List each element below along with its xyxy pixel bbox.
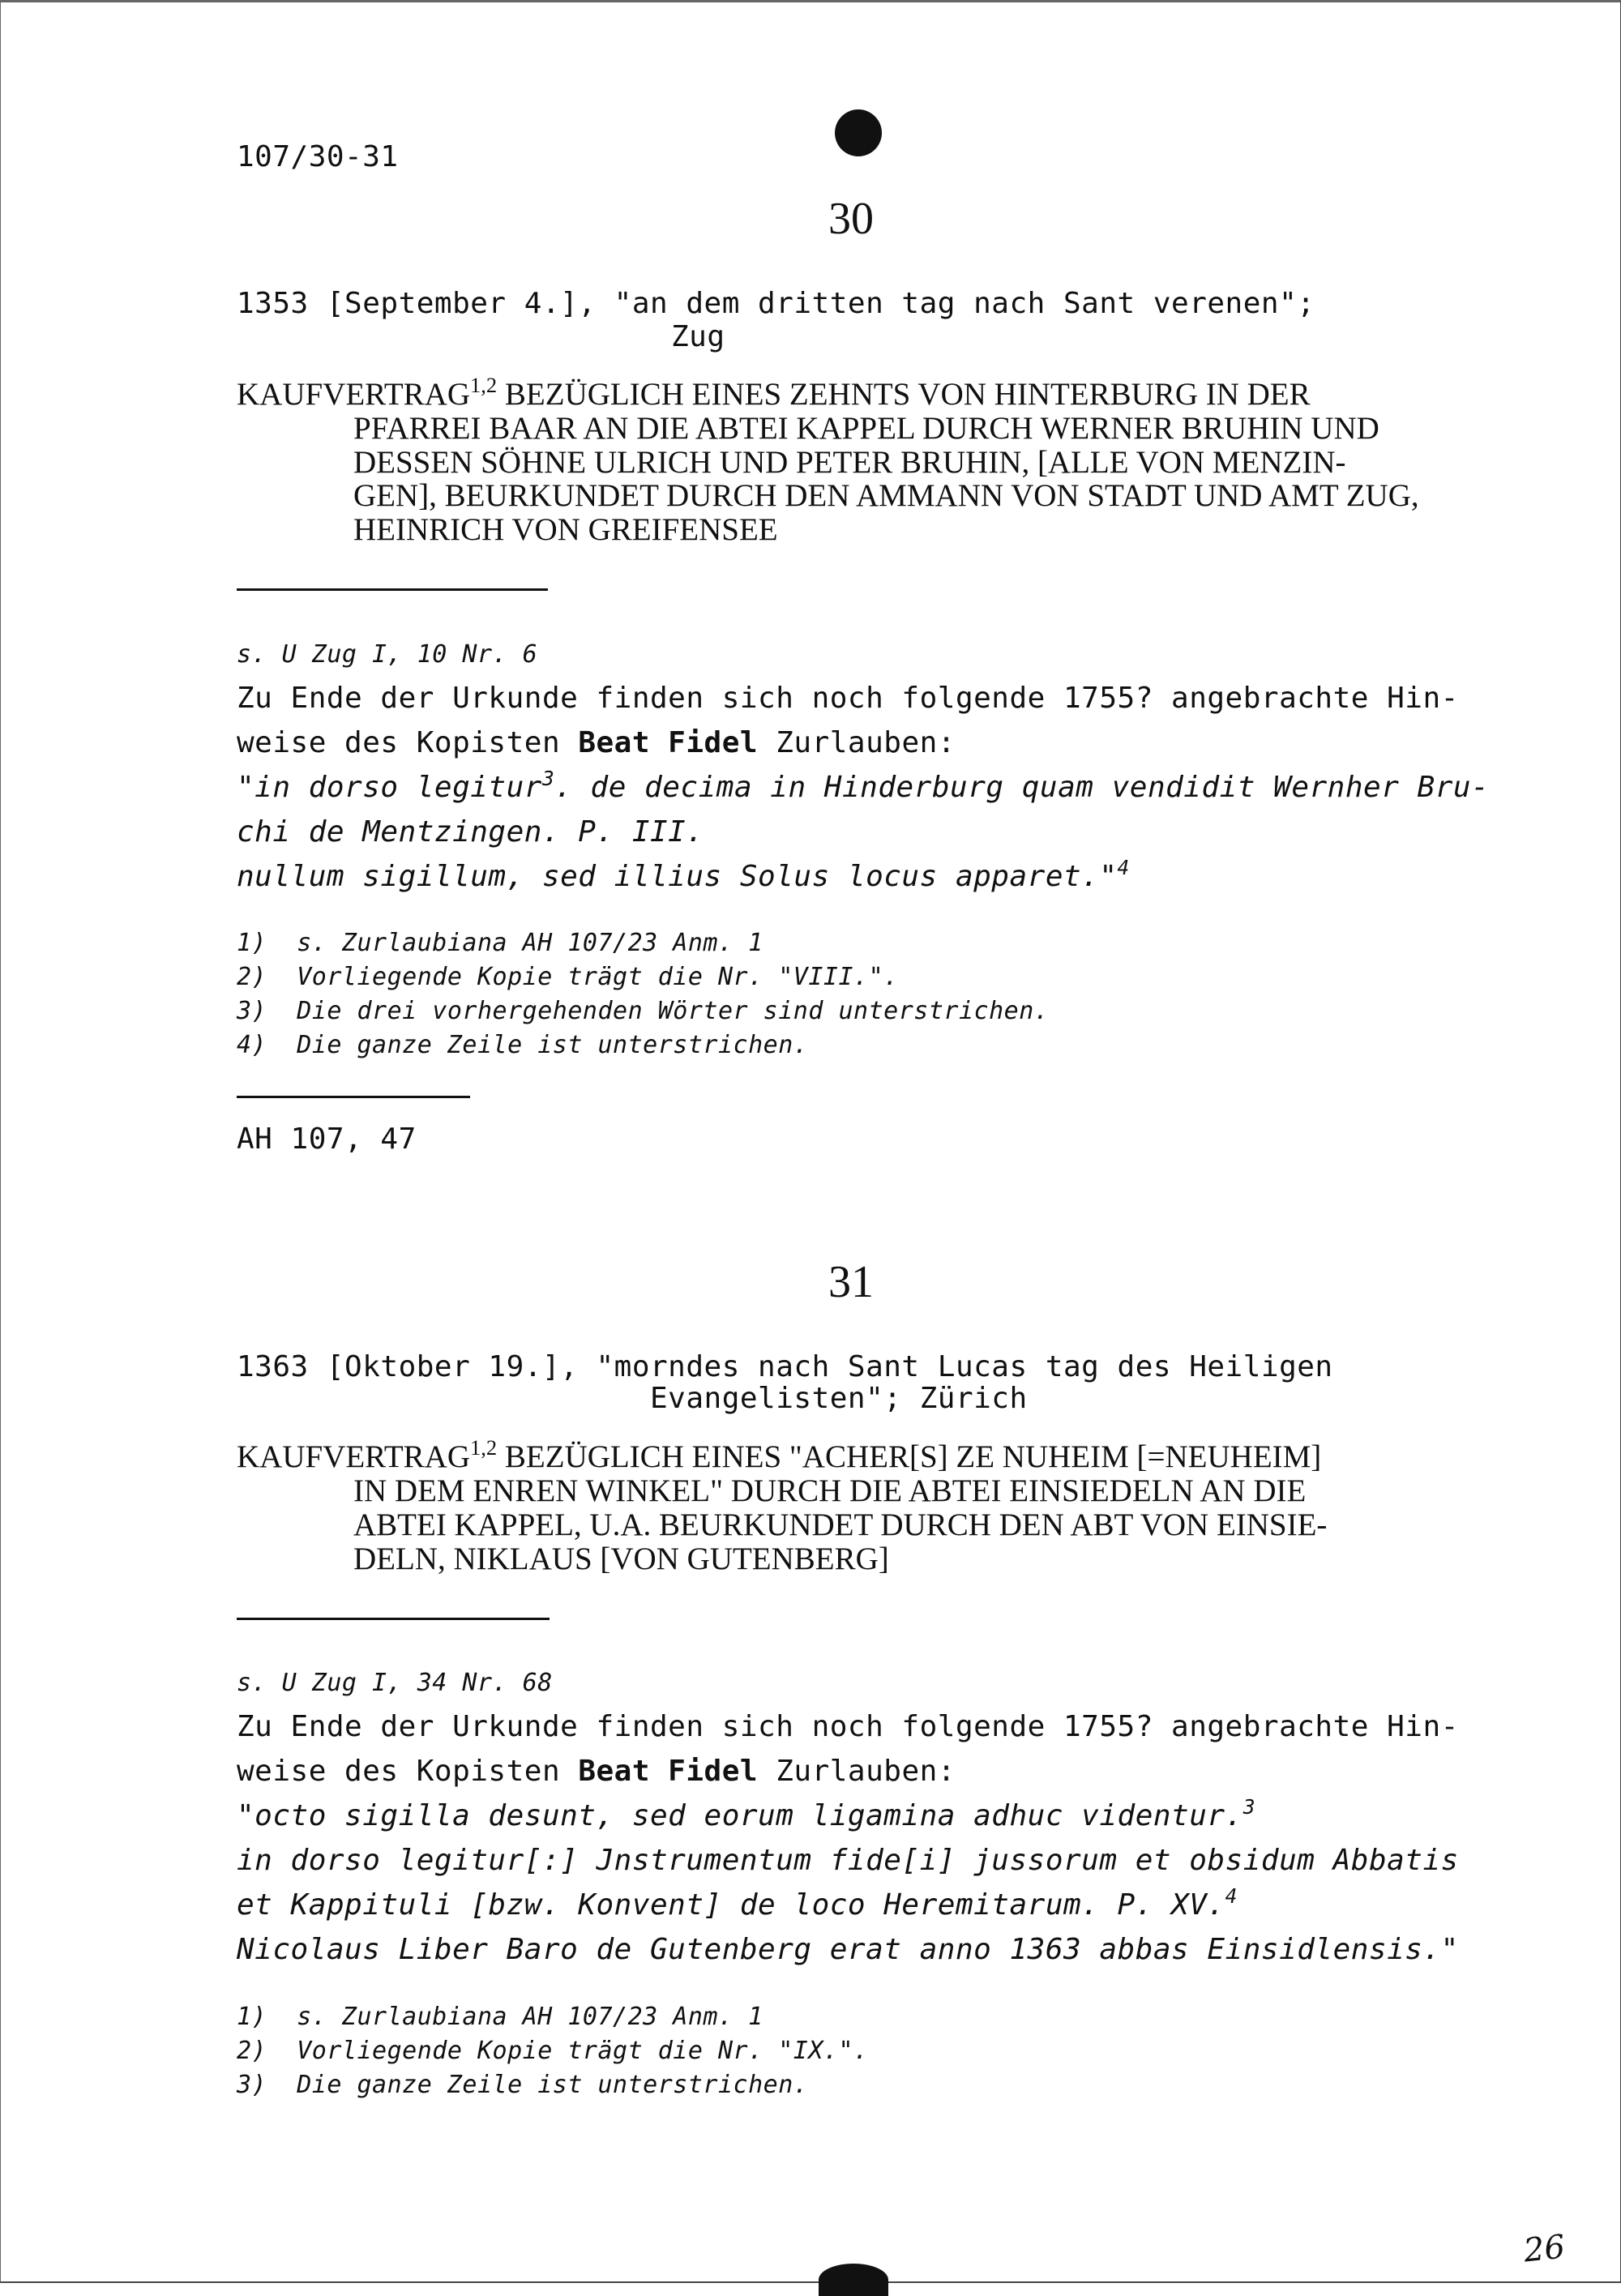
- doc31-subject-line-2: IN DEM ENREN WINKEL" DURCH DIE ABTEI EINSIEDELN AN DIE: [353, 1473, 1307, 1508]
- doc30-quote-footnote-ref-4: 4: [1117, 855, 1130, 879]
- doc30-footnote-2: 2) Vorliegende Kopie trägt die Nr. "VIII.".: [237, 963, 899, 991]
- doc31-date-line-1: 1363 [Oktober 19.], "morndes nach Sant Lucas tag des Heiligen: [237, 1350, 1333, 1383]
- doc30-date-line-1: 1353 [September 4.], "an dem dritten tag nach Sant verenen";: [237, 287, 1315, 320]
- doc31-note-text-c: Zurlauben:: [758, 1755, 956, 1788]
- doc30-subject-line-3: DESSEN SÖHNE ULRICH UND PETER BRUHIN, [ALLE VON MENZIN-: [353, 445, 1346, 480]
- doc30-footnote-3: 3) Die drei vorhergehenden Wörter sind unterstrichen.: [237, 997, 1050, 1025]
- doc30-subject-line-2: PFARREI BAAR AN DIE ABTEI KAPPEL DURCH WERNER BRUHIN UND: [353, 411, 1379, 446]
- doc30-footnote-end-rule: [237, 1096, 470, 1098]
- doc31-note-line-1: Zu Ende der Urkunde finden sich noch folgende 1755? angebrachte Hin-: [237, 1710, 1459, 1743]
- doc30-note-line-2: [237, 727, 956, 759]
- doc31-subject-footnote-ref: 1,2: [470, 1434, 498, 1460]
- doc30-source: s. U Zug I, 10 Nr. 6: [237, 640, 538, 669]
- doc31-separator-rule: [237, 1618, 550, 1620]
- doc30-archive-reference: AH 107, 47: [237, 1122, 417, 1156]
- doc30-quote-text-1b: . de decima in Hinderburg quam vendidit Wernher Bru-: [554, 771, 1490, 804]
- doc31-source: s. U Zug I, 34 Nr. 68: [237, 1669, 553, 1697]
- doc30-separator-rule: [237, 588, 548, 591]
- doc30-footnote-4: 4) Die ganze Zeile ist unterstrichen.: [237, 1031, 809, 1059]
- handwritten-page-number: 26: [1521, 2228, 1568, 2270]
- doc31-copyist-name: Beat Fidel: [578, 1755, 759, 1788]
- doc31-date-line-2: Evangelisten"; Zürich: [650, 1382, 1028, 1415]
- doc30-quote-line-1: [237, 766, 1490, 804]
- doc30-quote-text-3a: nullum sigillum, sed illius Solus locus apparet.": [237, 860, 1118, 893]
- doc31-quote-footnote-ref-4: 4: [1225, 1883, 1238, 1908]
- doc31-quote-line-2: in dorso legitur[:] Jnstrumentum fide[i] jussorum et obsidum Abbatis: [237, 1844, 1459, 1877]
- document-number-31: 31: [828, 1257, 874, 1307]
- doc30-subject-line-5: HEINRICH VON GREIFENSEE: [353, 512, 778, 547]
- doc31-subject-head: KAUFVERTRAG: [237, 1439, 471, 1474]
- doc31-subject-line-4: DELN, NIKLAUS [VON GUTENBERG]: [353, 1541, 889, 1576]
- doc31-note-text-a: weise des Kopisten: [237, 1755, 579, 1788]
- doc30-quote-footnote-ref-3: 3: [541, 766, 555, 790]
- doc31-quote-text-3a: et Kappituli [bzw. Konvent] de loco Heremitarum. P. XV.: [237, 1888, 1225, 1922]
- page-reference: 107/30-31: [237, 140, 399, 173]
- doc31-quote-text-1a: "octo sigilla desunt, sed eorum ligamina adhuc videntur.: [237, 1799, 1243, 1832]
- doc31-quote-line-1: [237, 1794, 1255, 1832]
- doc30-footnote-1: 1) s. Zurlaubiana AH 107/23 Anm. 1: [237, 929, 763, 957]
- doc30-copyist-name: Beat Fidel: [578, 726, 759, 759]
- punch-hole-bottom: [819, 2264, 888, 2296]
- doc30-date-line-2: Zug: [671, 320, 725, 353]
- doc31-quote-footnote-ref-3: 3: [1242, 1794, 1255, 1819]
- doc30-quote-line-3: [237, 855, 1130, 893]
- doc31-footnote-2: 2) Vorliegende Kopie trägt die Nr. "IX.".: [237, 2037, 869, 2065]
- doc31-subject-text-1: BEZÜGLICH EINES "ACHER[S] ZE NUHEIM [=NEUHEIM]: [497, 1439, 1322, 1474]
- doc31-quote-line-4: Nicolaus Liber Baro de Gutenberg erat anno 1363 abbas Einsidlensis.": [237, 1933, 1459, 1966]
- doc31-quote-line-3: [237, 1883, 1238, 1922]
- doc30-note-text-a: weise des Kopisten: [237, 726, 579, 759]
- doc30-quote-line-2: chi de Mentzingen. P. III.: [237, 815, 704, 849]
- doc30-subject-text-1: BEZÜGLICH EINES ZEHNTS VON HINTERBURG IN DER: [497, 377, 1311, 412]
- document-number-30: 30: [828, 194, 874, 244]
- punch-hole-dot: [835, 109, 882, 156]
- doc31-subject-line-3: ABTEI KAPPEL, U.A. BEURKUNDET DURCH DEN ABT VON EINSIE-: [353, 1507, 1328, 1542]
- doc31-subject-line-1: [237, 1434, 1322, 1474]
- doc30-subject-head: KAUFVERTRAG: [237, 377, 471, 412]
- doc30-subject-line-4: GEN], BEURKUNDET DURCH DEN AMMANN VON STADT UND AMT ZUG,: [353, 478, 1419, 513]
- doc31-note-line-2: [237, 1755, 956, 1788]
- doc30-subject-footnote-ref: 1,2: [470, 372, 498, 397]
- doc30-subject-line-1: [237, 372, 1311, 412]
- doc31-footnote-3: 3) Die ganze Zeile ist unterstrichen.: [237, 2071, 809, 2099]
- doc31-footnote-1: 1) s. Zurlaubiana AH 107/23 Anm. 1: [237, 2003, 763, 2031]
- doc30-note-text-c: Zurlauben:: [758, 726, 956, 759]
- doc30-note-line-1: Zu Ende der Urkunde finden sich noch folgende 1755? angebrachte Hin-: [237, 682, 1459, 715]
- doc30-quote-text-1a: "in dorso legitur: [237, 771, 542, 804]
